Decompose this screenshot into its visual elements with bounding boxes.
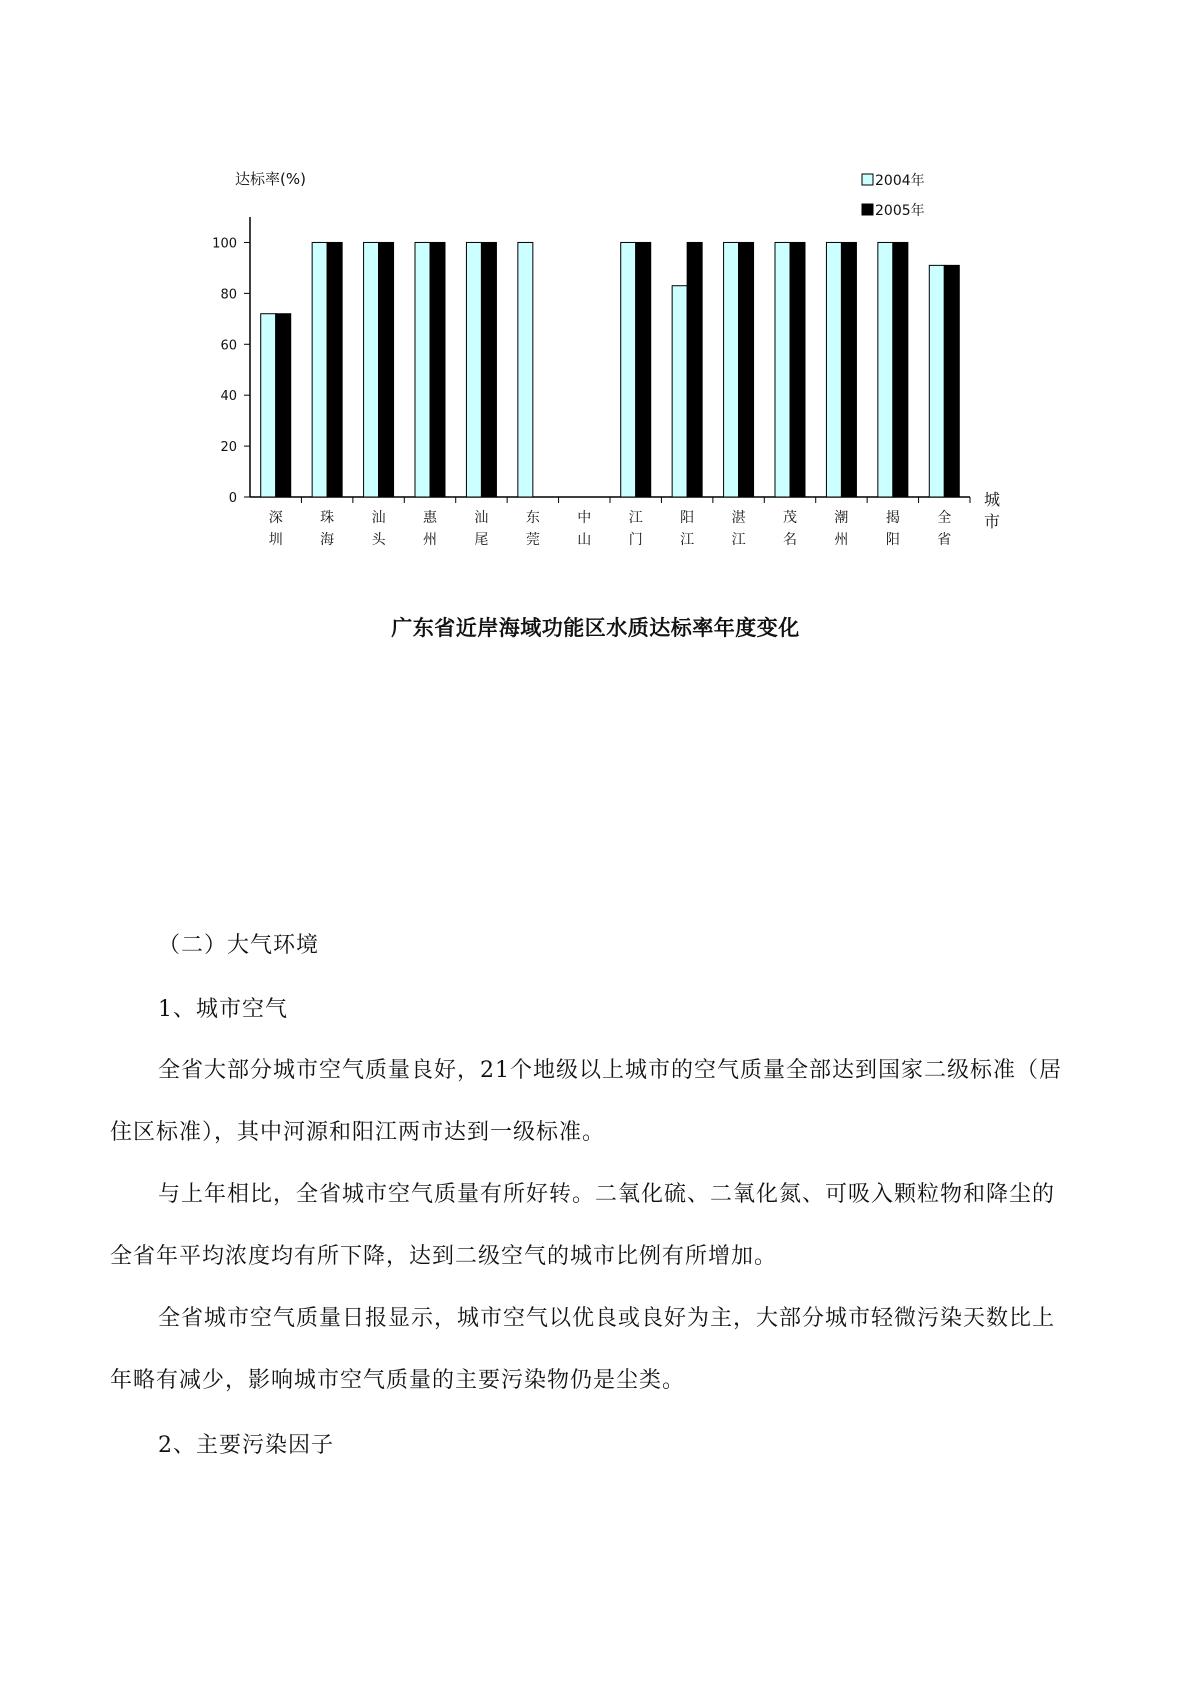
bar-2004 [466,242,481,497]
y-tick-label: 60 [220,338,237,354]
legend-label: 2004年 [875,173,925,189]
x-tick-label: 名 [783,532,797,548]
legend-swatch [862,204,873,215]
bar-2004 [929,265,944,497]
x-tick-label: 汕 [371,510,386,526]
bar-2004 [724,242,739,497]
bar-chart [0,0,1191,580]
x-tick-label: 门 [628,532,643,548]
paragraph-air-quality: 全省大部分城市空气质量良好，21个地级以上城市的空气质量全部达到国家二级标准（居住区标准），其中河源和阳江两市达到一级标准。 [110,1058,1062,1145]
bar-2004 [621,242,636,497]
bar-2005 [276,314,291,497]
paragraph-daily-report: 全省城市空气质量日报显示，城市空气以优良或良好为主，大部分城市轻微污染天数比上年略有减少，影响城市空气质量的主要污染物仍是尘类。 [110,1306,1056,1393]
x-axis-title: 城 [983,490,1001,509]
bar-2005 [636,242,651,497]
legend-label: 2005年 [875,203,925,219]
bar-2004 [775,242,790,497]
x-tick-label: 山 [577,532,592,548]
y-tick-label: 80 [220,287,237,303]
chart-bars [261,242,960,497]
y-axis-title: 达标率(%) [235,170,306,188]
x-tick-label: 江 [628,510,643,526]
legend-swatch [862,174,873,185]
x-tick-label: 东 [525,510,540,526]
bar-2005 [841,242,856,497]
y-tick-label: 100 [212,236,237,252]
x-tick-label: 圳 [268,532,283,548]
section-heading: （二）大气环境 [158,933,320,958]
x-tick-label: 揭 [885,510,900,526]
x-tick-label: 州 [834,532,849,548]
x-tick-label: 珠 [320,510,335,526]
bar-2005 [739,242,754,497]
x-axis-title: 市 [983,512,1001,531]
x-tick-label: 州 [423,532,437,548]
chart-legend [862,172,925,219]
x-tick-label: 汕 [474,510,489,526]
bar-2004 [672,286,687,497]
paragraph-comparison: 与上年相比，全省城市空气质量有所好转。二氧化硫、二氧化氮、可吸入颗粒物和降尘的全省年平均浓度均有所下降，达到二级空气的城市比例有所增加。 [110,1182,1056,1269]
bar-2005 [481,242,496,497]
bar-2004 [364,242,379,497]
chart-caption: 广东省近岸海域功能区水质达标率年度变化 [391,616,800,640]
y-tick-label: 0 [228,491,237,506]
x-tick-label: 海 [320,532,335,548]
x-tick-label: 江 [731,532,746,548]
subsection-heading-pollutants: 2、主要污染因子 [158,1433,334,1458]
x-tick-label: 深 [268,510,283,526]
bar-2004 [415,242,430,497]
x-tick-label: 尾 [474,532,489,548]
y-tick-label: 20 [220,440,237,456]
bar-2005 [944,265,959,497]
subsection-heading-urban-air: 1、城市空气 [158,997,288,1022]
bar-2004 [878,242,893,497]
bar-2004 [312,242,327,497]
x-tick-label: 省 [937,532,952,548]
bar-2004 [826,242,841,497]
bar-2005 [379,242,394,497]
bar-2004 [518,242,533,497]
x-tick-label: 阳 [680,510,695,526]
bar-2005 [327,242,342,497]
x-tick-label: 潮 [834,510,849,526]
x-tick-label: 莞 [525,532,540,548]
x-tick-label: 湛 [731,510,746,526]
x-tick-label: 全 [937,510,952,526]
x-tick-label: 茂 [783,510,797,526]
bar-2005 [893,242,908,497]
x-tick-label: 头 [371,532,386,548]
x-tick-label: 中 [577,510,592,526]
x-tick-label: 惠 [423,510,437,526]
bar-2005 [790,242,805,497]
bar-2005 [687,242,702,497]
y-tick-label: 40 [220,389,237,405]
x-tick-label: 江 [680,532,695,548]
bar-2005 [430,242,445,497]
x-tick-label: 阳 [885,532,900,548]
bar-2004 [261,314,276,497]
